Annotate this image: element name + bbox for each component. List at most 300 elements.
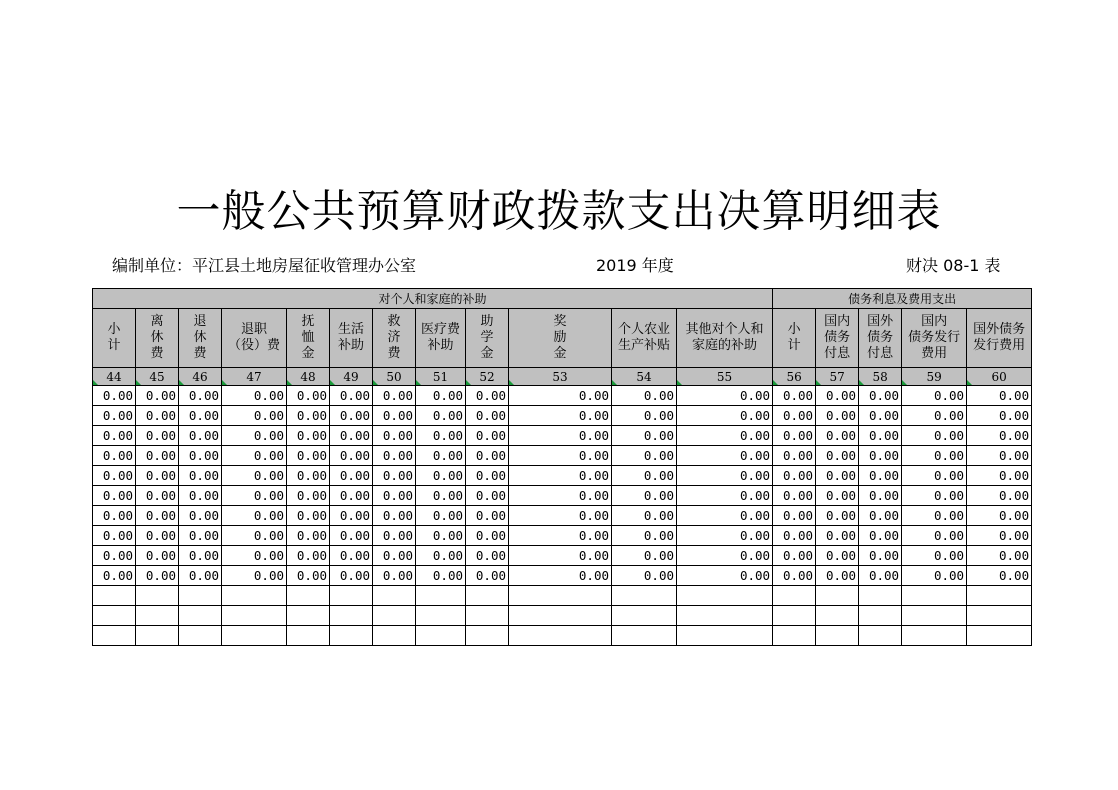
table-cell: 0.00 [330,506,373,526]
table-cell: 0.00 [612,506,677,526]
table-cell: 0.00 [509,386,612,406]
empty-cell [416,586,466,606]
table-cell: 0.00 [222,386,287,406]
empty-cell [816,606,859,626]
empty-cell [222,586,287,606]
empty-cell [612,626,677,646]
empty-cell [136,606,179,626]
empty-cell [859,626,902,646]
table-cell: 0.00 [466,546,509,566]
table-cell: 0.00 [509,446,612,466]
table-cell: 0.00 [816,386,859,406]
table-cell: 0.00 [179,466,222,486]
empty-cell [677,606,773,626]
table-cell: 0.00 [222,506,287,526]
expenditure-table [92,288,1032,646]
table-cell: 0.00 [677,446,773,466]
group-header-cell: 债务利息及费用支出 [773,289,1032,309]
column-header-cell [859,309,902,368]
column-number-cell: 46 [179,368,222,386]
table-row [93,526,1032,546]
table-cell: 0.00 [859,526,902,546]
table-cell: 0.00 [222,466,287,486]
column-header-row [93,309,1032,368]
table-cell: 0.00 [136,426,179,446]
column-header-cell [773,309,816,368]
empty-cell [509,606,612,626]
group-header-cell: 对个人和家庭的补助 [93,289,773,309]
empty-cell [773,606,816,626]
empty-cell [416,606,466,626]
column-header-line: 费 [150,346,164,361]
table-cell: 0.00 [773,546,816,566]
table-cell: 0.00 [179,506,222,526]
table-cell: 0.00 [222,406,287,426]
table-cell: 0.00 [612,546,677,566]
column-header-line: 国外 [867,314,894,329]
table-cell: 0.00 [902,466,967,486]
empty-row [93,606,1032,626]
table-cell: 0.00 [330,466,373,486]
table-cell: 0.00 [967,506,1032,526]
table-cell: 0.00 [773,446,816,466]
table-cell: 0.00 [93,506,136,526]
table-cell: 0.00 [287,406,330,426]
table-cell: 0.00 [902,546,967,566]
table-cell: 0.00 [773,466,816,486]
column-number-cell: 60 [967,368,1032,386]
column-header-cell [509,309,612,368]
table-cell: 0.00 [287,386,330,406]
column-header-line: 学 [480,330,494,345]
column-header-line: 恤 [301,330,315,345]
table-cell: 0.00 [677,466,773,486]
column-header-line: 金 [301,346,315,361]
column-number-row [93,368,1032,386]
table-cell: 0.00 [967,446,1032,466]
empty-cell [416,626,466,646]
table-cell: 0.00 [373,426,416,446]
column-number-cell: 49 [330,368,373,386]
table-cell: 0.00 [773,486,816,506]
empty-cell [902,626,967,646]
table-cell: 0.00 [287,566,330,586]
column-header-line: 励 [553,330,567,345]
column-header-line: （役）费 [227,338,280,353]
table-cell: 0.00 [179,566,222,586]
column-number-cell: 56 [773,368,816,386]
table-cell: 0.00 [179,546,222,566]
table-row [93,446,1032,466]
table-cell: 0.00 [967,406,1032,426]
column-header-line: 国内 [824,314,851,329]
column-header-cell [136,309,179,368]
column-number-cell: 47 [222,368,287,386]
table-cell: 0.00 [287,546,330,566]
table-cell: 0.00 [816,466,859,486]
empty-cell [179,586,222,606]
table-cell: 0.00 [859,546,902,566]
table-cell: 0.00 [859,426,902,446]
column-header-line: 奖 [553,314,567,329]
table-cell: 0.00 [93,566,136,586]
table-cell: 0.00 [416,386,466,406]
table-cell: 0.00 [816,566,859,586]
column-header-cell [816,309,859,368]
column-header-cell [179,309,222,368]
empty-cell [373,586,416,606]
column-header-cell [902,309,967,368]
table-cell: 0.00 [93,466,136,486]
table-cell: 0.00 [373,406,416,426]
table-cell: 0.00 [136,546,179,566]
table-cell: 0.00 [373,526,416,546]
column-header-line: 生活 [337,322,364,337]
empty-cell [509,586,612,606]
table-cell: 0.00 [773,406,816,426]
column-header-line: 生产补贴 [617,338,670,353]
table-cell: 0.00 [967,466,1032,486]
column-header-line: 国外债务 [973,322,1026,337]
table-cell: 0.00 [330,406,373,426]
empty-cell [222,606,287,626]
column-header-line: 休 [193,330,207,345]
table-row [93,406,1032,426]
table-cell: 0.00 [677,406,773,426]
column-number-cell: 50 [373,368,416,386]
table-cell: 0.00 [416,566,466,586]
column-header-cell [612,309,677,368]
table-cell: 0.00 [902,386,967,406]
table-cell: 0.00 [466,506,509,526]
table-cell: 0.00 [859,446,902,466]
empty-cell [373,626,416,646]
empty-cell [859,606,902,626]
empty-cell [466,586,509,606]
table-cell: 0.00 [612,566,677,586]
column-header-cell [466,309,509,368]
table-cell: 0.00 [222,446,287,466]
empty-cell [677,586,773,606]
table-row [93,506,1032,526]
table-cell: 0.00 [93,526,136,546]
table-cell: 0.00 [902,446,967,466]
table-cell: 0.00 [136,526,179,546]
table-row [93,386,1032,406]
table-cell: 0.00 [287,466,330,486]
table-cell: 0.00 [179,426,222,446]
column-number-cell: 44 [93,368,136,386]
table-cell: 0.00 [859,506,902,526]
column-number-cell: 58 [859,368,902,386]
empty-cell [287,586,330,606]
empty-cell [677,626,773,646]
table-cell: 0.00 [373,546,416,566]
column-header-line: 家庭的补助 [692,338,758,353]
table-cell: 0.00 [677,526,773,546]
table-cell: 0.00 [136,466,179,486]
table-cell: 0.00 [466,446,509,466]
table-cell: 0.00 [287,426,330,446]
table-cell: 0.00 [902,526,967,546]
table-cell: 0.00 [93,426,136,446]
empty-cell [330,626,373,646]
table-cell: 0.00 [330,386,373,406]
table-cell: 0.00 [93,546,136,566]
table-cell: 0.00 [859,406,902,426]
column-header-line: 济 [387,330,401,345]
table-cell: 0.00 [287,506,330,526]
empty-cell [509,626,612,646]
column-header-cell [677,309,773,368]
table-cell: 0.00 [816,406,859,426]
column-number-cell: 52 [466,368,509,386]
table-cell: 0.00 [373,506,416,526]
table-cell: 0.00 [330,486,373,506]
table-cell: 0.00 [179,526,222,546]
table-cell: 0.00 [677,426,773,446]
column-header-cell [416,309,466,368]
empty-cell [773,586,816,606]
empty-cell [287,626,330,646]
empty-cell [287,606,330,626]
table-cell: 0.00 [509,506,612,526]
table-cell: 0.00 [373,386,416,406]
empty-cell [466,606,509,626]
empty-cell [902,586,967,606]
column-header-line: 抚 [301,314,315,329]
column-header-line: 退职 [240,322,267,337]
table-cell: 0.00 [612,526,677,546]
empty-cell [93,626,136,646]
table-cell: 0.00 [136,506,179,526]
table-cell: 0.00 [466,386,509,406]
table-cell: 0.00 [373,486,416,506]
table-cell: 0.00 [816,526,859,546]
table-cell: 0.00 [179,446,222,466]
group-header-row [93,289,1032,309]
table-cell: 0.00 [859,386,902,406]
column-header-line: 费 [193,346,207,361]
table-cell: 0.00 [416,546,466,566]
table-row [93,566,1032,586]
empty-cell [967,586,1032,606]
column-number-cell: 48 [287,368,330,386]
table-cell: 0.00 [373,446,416,466]
unit-label: 编制单位：平江县土地房屋征收管理办公室 [112,256,417,275]
table-cell: 0.00 [416,446,466,466]
empty-cell [816,586,859,606]
table-cell: 0.00 [612,386,677,406]
column-header-line: 计 [107,338,121,353]
table-cell: 0.00 [677,506,773,526]
table-cell: 0.00 [612,466,677,486]
table-cell: 0.00 [859,566,902,586]
column-number-cell: 53 [509,368,612,386]
empty-cell [612,586,677,606]
table-cell: 0.00 [816,486,859,506]
table-cell: 0.00 [466,526,509,546]
table-cell: 0.00 [136,386,179,406]
column-number-cell: 55 [677,368,773,386]
column-number-cell: 59 [902,368,967,386]
table-cell: 0.00 [416,466,466,486]
empty-cell [466,626,509,646]
table-cell: 0.00 [677,486,773,506]
table-cell: 0.00 [416,426,466,446]
empty-cell [330,586,373,606]
page-title: 一般公共预算财政拨款支出决算明细表 [176,186,942,237]
table-cell: 0.00 [179,486,222,506]
table-cell: 0.00 [416,506,466,526]
table-cell: 0.00 [222,526,287,546]
table-cell: 0.00 [677,566,773,586]
column-header-line: 个人农业 [617,322,670,337]
table-cell: 0.00 [466,486,509,506]
empty-cell [816,626,859,646]
column-header-line: 其他对个人和 [685,322,764,337]
column-header-cell [967,309,1032,368]
table-cell: 0.00 [509,466,612,486]
table-cell: 0.00 [612,426,677,446]
table-cell: 0.00 [330,526,373,546]
column-header-line: 金 [553,346,567,361]
table-cell: 0.00 [287,486,330,506]
table-cell: 0.00 [677,546,773,566]
table-cell: 0.00 [222,566,287,586]
table-cell: 0.00 [612,486,677,506]
table-cell: 0.00 [136,446,179,466]
table-cell: 0.00 [466,566,509,586]
table-cell: 0.00 [416,526,466,546]
empty-cell [93,586,136,606]
column-header-line: 离 [150,314,164,329]
empty-cell [967,606,1032,626]
table-cell: 0.00 [136,566,179,586]
table-cell: 0.00 [902,406,967,426]
table-cell: 0.00 [967,386,1032,406]
table-cell: 0.00 [136,406,179,426]
empty-cell [179,606,222,626]
table-cell: 0.00 [816,506,859,526]
table-cell: 0.00 [859,486,902,506]
table-cell: 0.00 [222,426,287,446]
table-cell: 0.00 [330,546,373,566]
table-cell: 0.00 [179,386,222,406]
column-header-line: 救 [387,314,401,329]
table-cell: 0.00 [466,426,509,446]
column-header-line: 金 [480,346,494,361]
table-cell: 0.00 [330,446,373,466]
column-header-line: 退 [193,314,207,329]
table-cell: 0.00 [677,386,773,406]
table-cell: 0.00 [967,526,1032,546]
table-cell: 0.00 [773,506,816,526]
table-cell: 0.00 [902,566,967,586]
table-row [93,466,1032,486]
table-row [93,546,1032,566]
column-header-line: 补助 [427,338,454,353]
table-cell: 0.00 [967,566,1032,586]
column-header-line: 医疗费 [420,322,460,337]
table-cell: 0.00 [416,406,466,426]
table-cell: 0.00 [509,486,612,506]
column-header-line: 计 [787,338,801,353]
column-header-cell [373,309,416,368]
table-cell: 0.00 [612,406,677,426]
table-cell: 0.00 [967,546,1032,566]
empty-cell [330,606,373,626]
empty-cell [859,586,902,606]
empty-cell [373,606,416,626]
empty-cell [773,626,816,646]
table-cell: 0.00 [509,426,612,446]
column-header-line: 小 [107,322,121,337]
table-cell: 0.00 [466,466,509,486]
table-cell: 0.00 [509,546,612,566]
table-cell: 0.00 [222,486,287,506]
table-cell: 0.00 [902,486,967,506]
empty-cell [93,606,136,626]
table-cell: 0.00 [612,446,677,466]
table-cell: 0.00 [222,546,287,566]
table-cell: 0.00 [509,526,612,546]
table-cell: 0.00 [967,486,1032,506]
empty-cell [967,626,1032,646]
empty-cell [136,626,179,646]
table-cell: 0.00 [330,426,373,446]
column-header-line: 付息 [824,346,851,361]
column-header-line: 债务 [824,330,851,345]
empty-cell [179,626,222,646]
report-code: 财决 08-1 表 [906,256,1001,275]
table-cell: 0.00 [93,386,136,406]
table-cell: 0.00 [287,526,330,546]
table-cell: 0.00 [373,566,416,586]
table-cell: 0.00 [373,466,416,486]
empty-row [93,626,1032,646]
fiscal-year: 2019 年度 [596,256,674,275]
table-row [93,426,1032,446]
table-cell: 0.00 [287,446,330,466]
column-header-line: 债务 [867,330,894,345]
table-cell: 0.00 [466,406,509,426]
column-number-cell: 54 [612,368,677,386]
column-number-cell: 57 [816,368,859,386]
column-header-line: 国内 [921,314,948,329]
empty-cell [902,606,967,626]
column-header-line: 休 [150,330,164,345]
column-header-cell [287,309,330,368]
table-cell: 0.00 [816,426,859,446]
table-cell: 0.00 [509,406,612,426]
column-header-cell [222,309,287,368]
empty-cell [222,626,287,646]
table-row [93,486,1032,506]
empty-row [93,586,1032,606]
table-cell: 0.00 [967,426,1032,446]
column-number-cell: 45 [136,368,179,386]
empty-cell [612,606,677,626]
table-cell: 0.00 [902,426,967,446]
column-header-line: 助 [480,314,494,329]
table-cell: 0.00 [773,386,816,406]
table-cell: 0.00 [773,566,816,586]
column-header-line: 费用 [921,346,948,361]
table-cell: 0.00 [416,486,466,506]
table-cell: 0.00 [816,546,859,566]
table-cell: 0.00 [93,406,136,426]
